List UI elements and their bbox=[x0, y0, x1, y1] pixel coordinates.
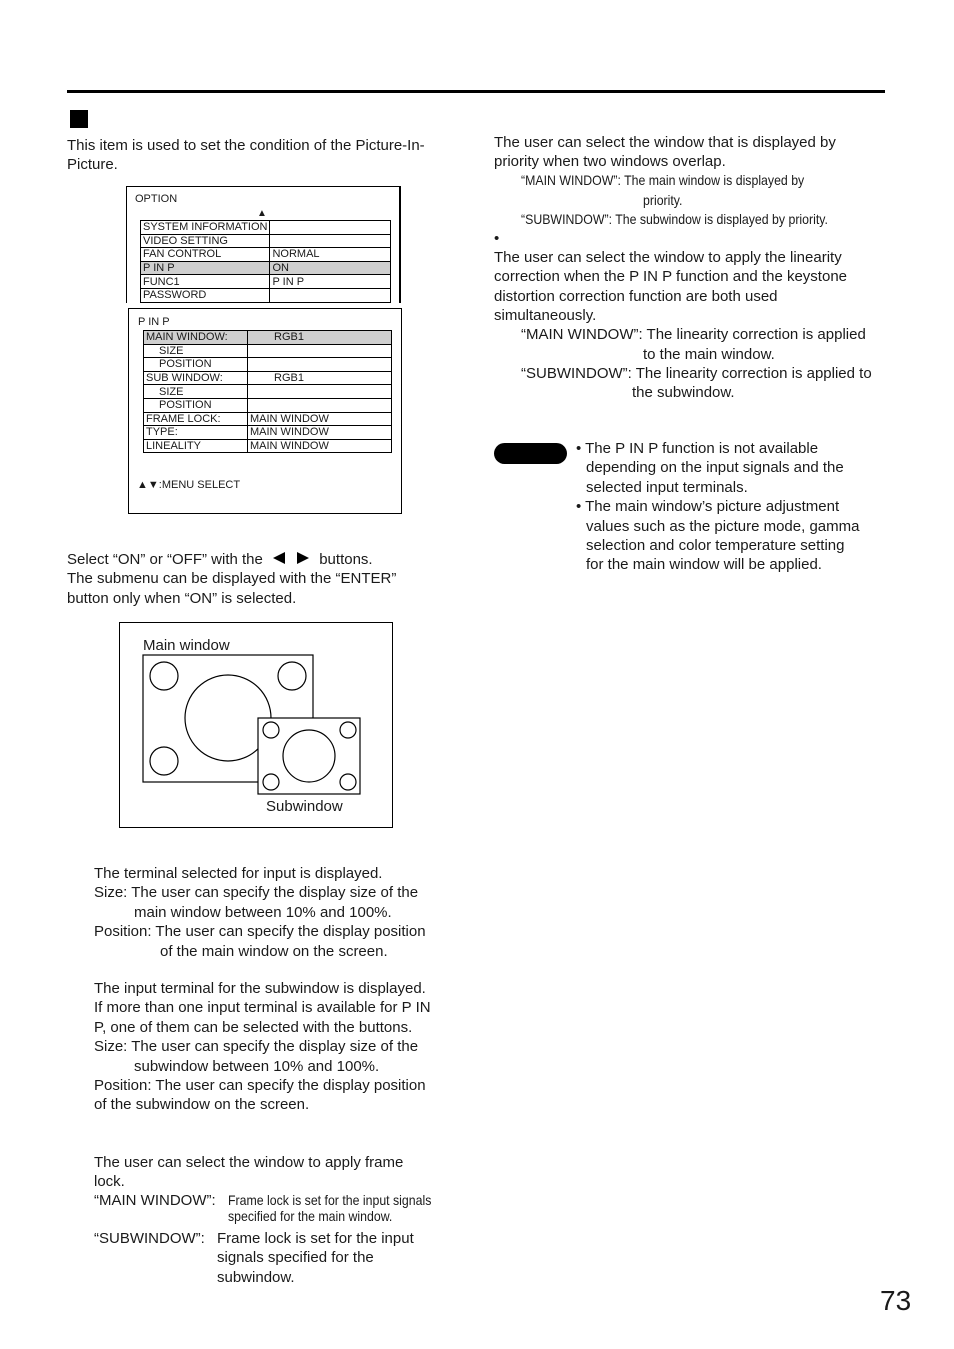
linearity-bullet: • bbox=[494, 230, 500, 247]
menu-row[interactable]: POSITION bbox=[144, 398, 392, 412]
menu-row[interactable]: FAN CONTROL NORMAL bbox=[141, 248, 391, 262]
pinp-menu-list bbox=[143, 330, 392, 453]
frame-lock-description: The user can select the window to apply frame lock. bbox=[94, 1154, 404, 1191]
left-right-arrow-icon bbox=[269, 551, 313, 565]
linearity-sub-line: “SUBWINDOW”: The linearity correction is applied to bbox=[521, 365, 872, 382]
note-badge bbox=[494, 443, 567, 464]
menu-row[interactable]: SUB WINDOW: RGB1 bbox=[144, 371, 392, 385]
linearity-main-line-2: to the main window. bbox=[643, 346, 775, 363]
linearity-main-line: “MAIN WINDOW”: The linearity correction is applied bbox=[521, 326, 866, 343]
note-list bbox=[576, 439, 896, 575]
intro-text: This item is used to set the condition of the Picture-In- Picture. bbox=[67, 137, 425, 174]
main-window-label: Main window bbox=[143, 637, 230, 654]
menu-row[interactable]: SYSTEM INFORMATION bbox=[141, 221, 391, 235]
pinp-menu bbox=[128, 308, 402, 514]
menu-row[interactable]: FUNC1 P IN P bbox=[141, 275, 391, 289]
menu-row[interactable]: LINEALITY MAIN WINDOW bbox=[144, 439, 392, 453]
subwindow-description: The input terminal for the subwindow is displayed. If more than one input terminal is available for P IN P, one of them can be selected with the buttons. Size: The user can specify the display size of the subwindow between 10% and 100%. Position: The user can specify the display position of the subwindow on the screen. bbox=[94, 980, 431, 1114]
page-number: 73 bbox=[880, 1285, 912, 1316]
frame-lock-sub-key: “SUBWINDOW”: bbox=[94, 1230, 205, 1247]
type-description: The user can select the window that is displayed by priority when two windows overlap. bbox=[494, 134, 836, 171]
frame-lock-main-desc: Frame lock is set for the input signals specified for the main window. bbox=[228, 1192, 432, 1224]
up-arrow-icon: ▲ bbox=[257, 208, 267, 219]
menu-row[interactable]: VIDEO SETTING bbox=[141, 234, 391, 248]
menu-row[interactable]: POSITION bbox=[144, 358, 392, 372]
menu-row-selected[interactable]: P IN P ON bbox=[141, 261, 391, 275]
frame-lock-sub-desc: Frame lock is set for the input signals specified for the subwindow. bbox=[217, 1230, 414, 1286]
menu-row[interactable]: PASSWORD bbox=[141, 288, 391, 302]
menu-row[interactable]: FRAME LOCK: MAIN WINDOW bbox=[144, 412, 392, 426]
type-main-line-2: priority. bbox=[643, 192, 683, 208]
subwindow-label: Subwindow bbox=[266, 798, 343, 815]
section-marker bbox=[70, 110, 88, 128]
menu-row-selected[interactable]: MAIN WINDOW: RGB1 bbox=[144, 331, 392, 345]
header-rule bbox=[67, 90, 885, 93]
menu-select-hint: ▲▼:MENU SELECT bbox=[137, 479, 241, 491]
pinp-diagram bbox=[119, 622, 393, 828]
linearity-description: The user can select the window to apply the linearity correction when the P IN P function and the keystone distortion correction function are both used simultaneously. bbox=[494, 249, 847, 325]
frame-lock-main-key: “MAIN WINDOW”: bbox=[94, 1192, 216, 1209]
menu-row[interactable]: SIZE bbox=[144, 385, 392, 399]
note-item: • The P IN P function is not available depending on the input signals and the selected input terminals. bbox=[576, 440, 844, 496]
option-menu-title: OPTION bbox=[135, 193, 178, 205]
menu-row[interactable]: SIZE bbox=[144, 344, 392, 358]
option-menu-list bbox=[140, 220, 391, 303]
main-window-description: The terminal selected for input is displayed. Size: The user can specify the display size of the main window between 10% and 100%. Position: The user can specify the display position of the main window on the screen. bbox=[94, 865, 426, 960]
note-item: • The main window’s picture adjustment values such as the picture mode, gamma selection and color temperature setting for the main window will be applied. bbox=[576, 498, 860, 574]
select-instructions: Select “ON” or “OFF” with the buttons. The submenu can be displayed with the “ENTER” button only when “ON” is selected. bbox=[67, 551, 397, 607]
type-main-line: “MAIN WINDOW”: The main window is displayed by bbox=[521, 172, 805, 188]
linearity-sub-line-2: the subwindow. bbox=[632, 384, 735, 401]
type-sub-line: “SUBWINDOW”: The subwindow is displayed by priority. bbox=[521, 211, 828, 227]
pinp-menu-title: P IN P bbox=[138, 316, 170, 328]
menu-row[interactable]: TYPE: MAIN WINDOW bbox=[144, 426, 392, 440]
option-menu bbox=[126, 186, 401, 303]
